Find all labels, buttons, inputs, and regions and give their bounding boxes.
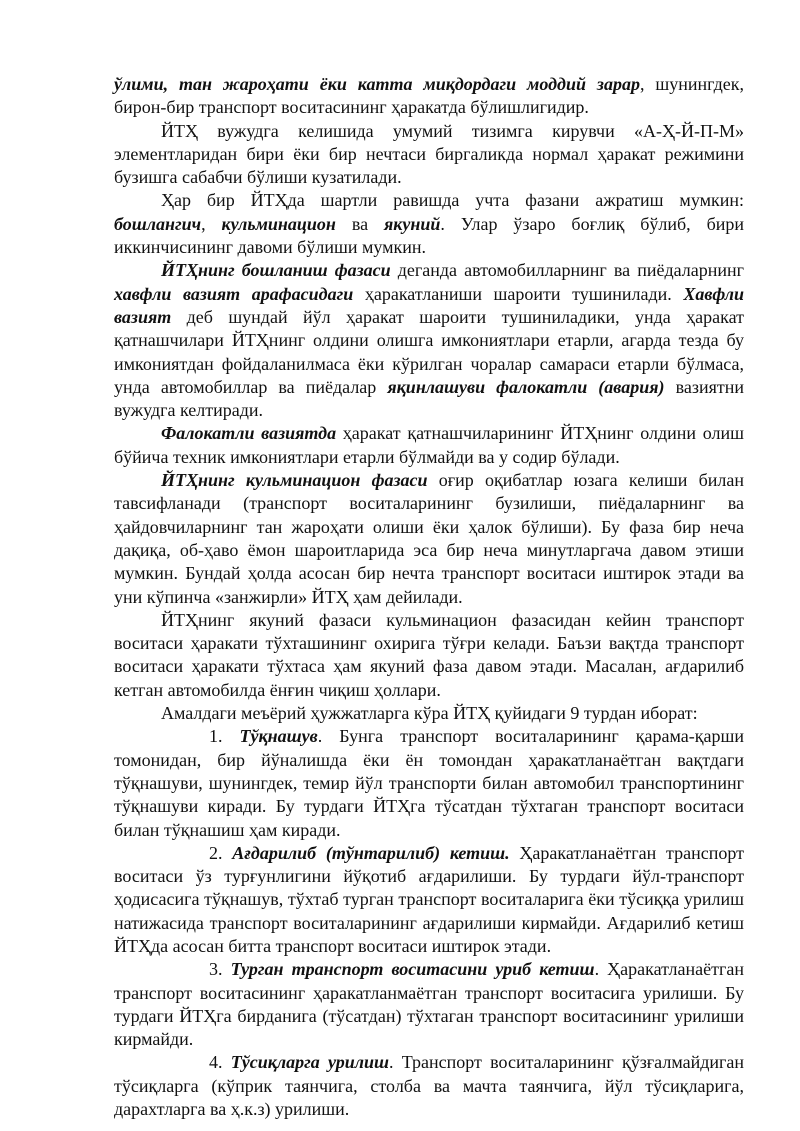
paragraph: [114, 609, 744, 702]
text-run: деб шундай йўл ҳаракат шароити тушиниладики, унда ҳаракат қатнашчилари ЙТҲнинг олдини олишга имкониятлари етарли, агарда тезда бу имкониятдан фойдаланилмаса ёки кўрилган чоралар самараси етарли бўлмаса, унда автомобиллар ва пиёдалар: [114, 306, 744, 397]
list-item: [114, 842, 744, 958]
text-run: Ҳаракатланаётган транспорт воситаси ўз турғунлигини йўқотиб ағдарилиши. Бу турдаги йўл-транспорт ҳодисасига тўқнашув, тўхтаб турган транспорт воситаларига ёки тўсиққа урилиш натижасида транспорт воситаларининг ағдарилиши кирмайди. Ағдарилиб кетиш ЙТҲда асосан битта транспорт воситаси иштирок этади.: [114, 842, 744, 956]
text-run: . Улар ўзаро боғлиқ бўлиб, бири иккинчисининг давоми бўлиши мумкин.: [114, 213, 744, 258]
paragraph: [114, 259, 744, 422]
text-run-bold-italic: Ағдарилиб (тўнтарилиб) кетиш.: [232, 842, 510, 863]
text-run: . Ҳаракатланаётган транспорт воситасининг ҳаракатланмаётган транспорт воситасига урилиши. Бу турдаги ЙТҲга бирданига (тўсатдан) тўхтаган транспорт воситасининг урилиши кирмайди.: [114, 959, 744, 1050]
text-run-bold-italic: Тўсиқларга урилиш: [230, 1052, 389, 1073]
text-run-bold-italic: ЙТҲнинг кульминацион фазаси: [161, 470, 428, 491]
list-item: [114, 1051, 744, 1121]
paragraph: [114, 469, 744, 609]
list-number: 2.: [209, 842, 233, 863]
paragraph: [114, 120, 744, 190]
list-item: [114, 958, 744, 1051]
text-run: ,: [201, 213, 222, 234]
text-run-bold-italic: Хавфли вазият: [114, 283, 744, 327]
text-run-bold-italic: яқинлашуви фалокатли (авария): [387, 376, 665, 397]
text-run: вазиятни вужудга келтиради.: [114, 376, 744, 421]
list-item: [114, 725, 744, 841]
text-run: оғир оқибатлар юзага келиши билан тавсифланади (транспорт воситаларининг бузилиши, пиёдаларнинг ва ҳайдовчиларнинг тан жароҳати олиши ёки ҳалок бўлиши). Бу фаза бир неча дақиқа, об-ҳаво ёмон шароитларида эса бир неча минутларгача давом этиши мумкин. Бундай ҳолда асосан бир нечта транспорт воситаси иштирок этади ва уни кўпинча «занжирли» ЙТҲ ҳам дейилади.: [114, 470, 744, 607]
text-run: ва: [335, 213, 385, 234]
text-run-bold-italic: ўлими, тан жароҳати ёки катта миқдордаги моддий зарар: [114, 74, 640, 94]
paragraph: [114, 702, 744, 725]
paragraph: [114, 73, 744, 120]
paragraph: [114, 422, 744, 469]
text-run: . Транспорт воситаларининг қўзғалмайдиган тўсиқларга (кўприк таянчига, столба ва мачта таянчига, йўл тўсиқларига, дарахтларга ва ҳ.к.з) урилиши.: [114, 1052, 744, 1120]
text-run-bold-italic: хавфли вазият арафасидаги: [114, 283, 354, 304]
text-run: деганда автомобилларнинг ва пиёдаларнинг: [390, 260, 745, 281]
text-run: ҳаракат қатнашчиларининг ЙТҲнинг олдини олиш бўйича техник имкониятлари етарли бўлмайди ва у содир бўлади.: [114, 423, 744, 467]
text-run: Амалдаги меъёрий ҳужжатларга кўра ЙТҲ қуйидаги 9 турдан иборат:: [161, 703, 698, 724]
text-run-bold-italic: Турган транспорт воситасини уриб кетиш: [230, 959, 595, 980]
document-page: [114, 73, 744, 1121]
text-run: ҳаракатланиши шароити тушинилади.: [353, 283, 684, 304]
text-run: ЙТҲнинг якуний фазаси кульминацион фазасидан кейин транспорт воситаси ҳаракати тўхташининг охирига тўғри келади. Баъзи вақтда транспорт воситаси ҳаракати тўхтаса ҳам якуний фаза давом этади. Масалан, ағдарилиб кетган автомобилда ёнғин чиқиш ҳоллари.: [114, 609, 744, 700]
text-run: Ҳар бир ЙТҲда шартли равишда учта фазани ажратиш мумкин:: [161, 190, 744, 211]
list-number: 3.: [209, 959, 231, 980]
paragraph: [114, 189, 744, 259]
text-run: . Бунга транспорт воситаларининг қарама-қарши томонидан, бир йўналишда ёки ён томондан ҳаракатланаётган вақтдаги тўқнашуви, шунингдек, темир йўл транспорти билан автомобил транспортининг тўқнашуви киради. Бу турдаги ЙТҲга тўсатдан тўхтаган транспорт воситаси билан тўқнашиш ҳам киради.: [114, 726, 744, 840]
text-run-bold-italic: Тўқнашув: [239, 726, 318, 747]
text-run: ЙТҲ вужудга келишида умумий тизимга кирувчи «А-Ҳ-Й-П-М» элементларидан бири ёки бир нечтаси биргаликда нормал ҳаракат режимини бузишга сабабчи бўлиши кузатилади.: [114, 120, 744, 188]
text-run: , шунингдек, бирон-бир транспорт воситасининг ҳаракатда бўлишлигидир.: [114, 74, 744, 118]
text-run-bold-italic: кульминацион: [221, 213, 336, 234]
text-run-bold-italic: якуний: [384, 213, 441, 234]
text-run-bold-italic: бошлангич: [114, 213, 202, 234]
text-run-bold-italic: ЙТҲнинг бошланиш фазаси: [161, 260, 391, 281]
list-number: 1.: [209, 726, 240, 747]
list-number: 4.: [209, 1052, 231, 1073]
text-run-bold-italic: Фалокатли вазиятда: [161, 423, 337, 444]
